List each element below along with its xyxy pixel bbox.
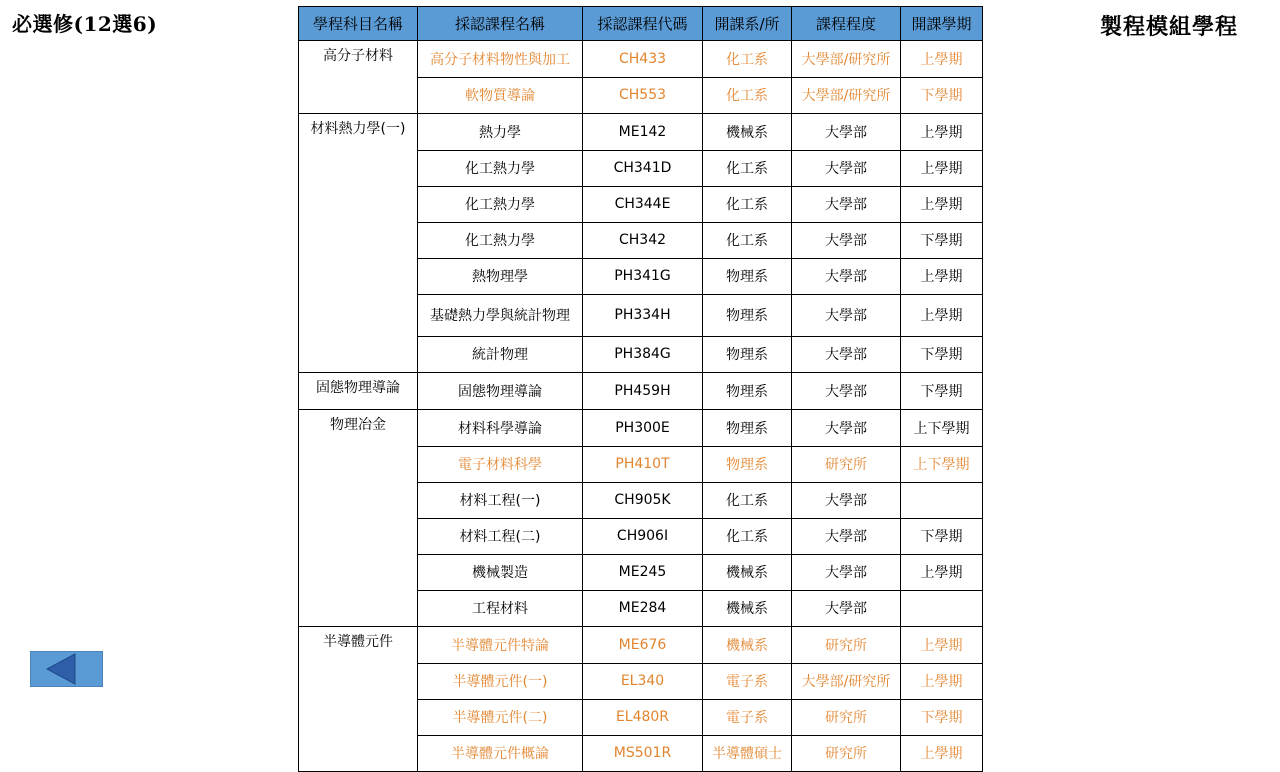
- cell-semester: 上學期: [901, 554, 983, 590]
- cell-course-code: CH344E: [583, 186, 703, 222]
- header-semester: 開課學期: [901, 7, 983, 41]
- cell-subject: [299, 150, 418, 186]
- cell-subject: [299, 222, 418, 258]
- cell-course-code: PH341G: [583, 258, 703, 294]
- course-table: [298, 6, 983, 772]
- cell-semester: 上學期: [901, 41, 983, 78]
- cell-subject: [299, 258, 418, 294]
- cell-department: 物理系: [703, 336, 792, 373]
- cell-department: 物理系: [703, 410, 792, 447]
- table-row: [299, 336, 983, 373]
- cell-course-level: 大學部/研究所: [792, 663, 901, 699]
- cell-subject: [299, 446, 418, 482]
- header-department: 開課系/所: [703, 7, 792, 41]
- cell-semester: 下學期: [901, 336, 983, 373]
- cell-course-code: ME676: [583, 627, 703, 664]
- cell-semester: 上學期: [901, 294, 983, 336]
- cell-semester: 上下學期: [901, 446, 983, 482]
- table-row: [299, 554, 983, 590]
- cell-course-level: 研究所: [792, 699, 901, 735]
- cell-course-name: 工程材料: [418, 590, 583, 627]
- cell-course-name: 熱力學: [418, 114, 583, 151]
- cell-department: 物理系: [703, 294, 792, 336]
- cell-course-code: PH459H: [583, 373, 703, 410]
- cell-department: 機械系: [703, 590, 792, 627]
- cell-department: 化工系: [703, 77, 792, 114]
- cell-course-code: CH341D: [583, 150, 703, 186]
- header-subject: 學程科目名稱: [299, 7, 418, 41]
- cell-course-code: EL480R: [583, 699, 703, 735]
- table-row: [299, 663, 983, 699]
- cell-semester: 下學期: [901, 518, 983, 554]
- cell-semester: 上學期: [901, 114, 983, 151]
- cell-subject: [299, 554, 418, 590]
- cell-course-name: 半導體元件(二): [418, 699, 583, 735]
- cell-department: 化工系: [703, 186, 792, 222]
- cell-course-level: 大學部: [792, 373, 901, 410]
- cell-subject: [299, 294, 418, 336]
- cell-semester: 下學期: [901, 699, 983, 735]
- cell-course-name: 化工熱力學: [418, 150, 583, 186]
- cell-semester: 下學期: [901, 373, 983, 410]
- cell-subject: 材料熱力學(一): [299, 114, 418, 151]
- program-title: 製程模組學程: [1099, 14, 1238, 40]
- cell-semester: 上學期: [901, 735, 983, 772]
- cell-department: 半導體碩士: [703, 735, 792, 772]
- table-row: [299, 222, 983, 258]
- cell-course-code: CH342: [583, 222, 703, 258]
- cell-course-code: CH553: [583, 77, 703, 114]
- cell-course-name: 電子材料科學: [418, 446, 583, 482]
- cell-course-name: 化工熱力學: [418, 186, 583, 222]
- cell-department: 化工系: [703, 222, 792, 258]
- table-row: [299, 373, 983, 410]
- cell-course-code: EL340: [583, 663, 703, 699]
- table-row: [299, 518, 983, 554]
- cell-course-level: 研究所: [792, 627, 901, 664]
- cell-course-level: 大學部: [792, 554, 901, 590]
- cell-semester: 上學期: [901, 258, 983, 294]
- cell-semester: 上學期: [901, 627, 983, 664]
- table-row: [299, 590, 983, 627]
- cell-semester: 上學期: [901, 186, 983, 222]
- table-row: [299, 294, 983, 336]
- cell-subject: [299, 77, 418, 114]
- cell-department: 化工系: [703, 41, 792, 78]
- cell-course-code: MS501R: [583, 735, 703, 772]
- cell-course-name: 化工熱力學: [418, 222, 583, 258]
- cell-course-name: 半導體元件(一): [418, 663, 583, 699]
- cell-course-code: PH300E: [583, 410, 703, 447]
- header-course-name: 採認課程名稱: [418, 7, 583, 41]
- cell-course-code: PH384G: [583, 336, 703, 373]
- cell-semester: 上學期: [901, 663, 983, 699]
- cell-course-level: 大學部: [792, 590, 901, 627]
- cell-department: 化工系: [703, 150, 792, 186]
- cell-course-level: 大學部/研究所: [792, 41, 901, 78]
- header-course-code: 採認課程代碼: [583, 7, 703, 41]
- table-row: [299, 699, 983, 735]
- cell-course-level: 大學部: [792, 258, 901, 294]
- cell-subject: [299, 590, 418, 627]
- cell-semester: [901, 482, 983, 518]
- cell-course-name: 高分子材料物性與加工: [418, 41, 583, 78]
- cell-course-name: 固態物理導論: [418, 373, 583, 410]
- back-button[interactable]: [30, 651, 103, 687]
- table-row: [299, 410, 983, 447]
- cell-course-name: 材料工程(一): [418, 482, 583, 518]
- cell-semester: 下學期: [901, 77, 983, 114]
- cell-department: 機械系: [703, 554, 792, 590]
- cell-course-level: 大學部: [792, 518, 901, 554]
- cell-department: 化工系: [703, 518, 792, 554]
- cell-course-name: 熱物理學: [418, 258, 583, 294]
- cell-course-code: ME142: [583, 114, 703, 151]
- cell-semester: [901, 590, 983, 627]
- cell-course-level: 大學部: [792, 336, 901, 373]
- cell-department: 物理系: [703, 373, 792, 410]
- table-row: [299, 446, 983, 482]
- cell-subject: [299, 336, 418, 373]
- cell-semester: 上學期: [901, 150, 983, 186]
- table-row: [299, 258, 983, 294]
- cell-course-name: 材料工程(二): [418, 518, 583, 554]
- cell-subject: 高分子材料: [299, 41, 418, 78]
- header-course-level: 課程程度: [792, 7, 901, 41]
- cell-course-name: 半導體元件特論: [418, 627, 583, 664]
- table-row: [299, 150, 983, 186]
- cell-course-level: 研究所: [792, 735, 901, 772]
- cell-department: 機械系: [703, 114, 792, 151]
- cell-course-level: 大學部: [792, 294, 901, 336]
- table-row: [299, 627, 983, 664]
- cell-subject: 物理冶金: [299, 410, 418, 447]
- table-row: [299, 482, 983, 518]
- cell-course-level: 大學部: [792, 410, 901, 447]
- cell-course-level: 大學部/研究所: [792, 77, 901, 114]
- table-row: [299, 114, 983, 151]
- cell-subject: [299, 735, 418, 772]
- table-row: [299, 186, 983, 222]
- cell-course-name: 軟物質導論: [418, 77, 583, 114]
- table-header-row: [299, 7, 983, 41]
- cell-course-code: CH433: [583, 41, 703, 78]
- cell-course-code: PH410T: [583, 446, 703, 482]
- cell-course-name: 材料科學導論: [418, 410, 583, 447]
- cell-subject: [299, 482, 418, 518]
- table-row: [299, 735, 983, 772]
- cell-course-level: 大學部: [792, 150, 901, 186]
- cell-course-code: CH906I: [583, 518, 703, 554]
- cell-department: 物理系: [703, 446, 792, 482]
- elective-requirement-title: 必選修(12選6): [12, 12, 158, 36]
- cell-course-code: CH905K: [583, 482, 703, 518]
- cell-course-name: 基礎熱力學與統計物理: [418, 294, 583, 336]
- cell-course-code: ME284: [583, 590, 703, 627]
- cell-course-name: 統計物理: [418, 336, 583, 373]
- cell-subject: [299, 518, 418, 554]
- cell-department: 電子系: [703, 663, 792, 699]
- cell-subject: [299, 186, 418, 222]
- cell-course-level: 大學部: [792, 186, 901, 222]
- cell-subject: 半導體元件: [299, 627, 418, 664]
- table-row: [299, 41, 983, 78]
- cell-course-level: 大學部: [792, 482, 901, 518]
- cell-course-name: 半導體元件概論: [418, 735, 583, 772]
- cell-course-level: 大學部: [792, 222, 901, 258]
- table-row: [299, 77, 983, 114]
- cell-subject: [299, 699, 418, 735]
- cell-department: 電子系: [703, 699, 792, 735]
- cell-department: 機械系: [703, 627, 792, 664]
- cell-course-code: ME245: [583, 554, 703, 590]
- cell-semester: 上下學期: [901, 410, 983, 447]
- cell-subject: 固態物理導論: [299, 373, 418, 410]
- cell-course-code: PH334H: [583, 294, 703, 336]
- triangle-left-icon: [31, 652, 102, 686]
- cell-subject: [299, 663, 418, 699]
- cell-course-level: 大學部: [792, 114, 901, 151]
- cell-course-level: 研究所: [792, 446, 901, 482]
- cell-department: 化工系: [703, 482, 792, 518]
- cell-semester: 下學期: [901, 222, 983, 258]
- cell-department: 物理系: [703, 258, 792, 294]
- cell-course-name: 機械製造: [418, 554, 583, 590]
